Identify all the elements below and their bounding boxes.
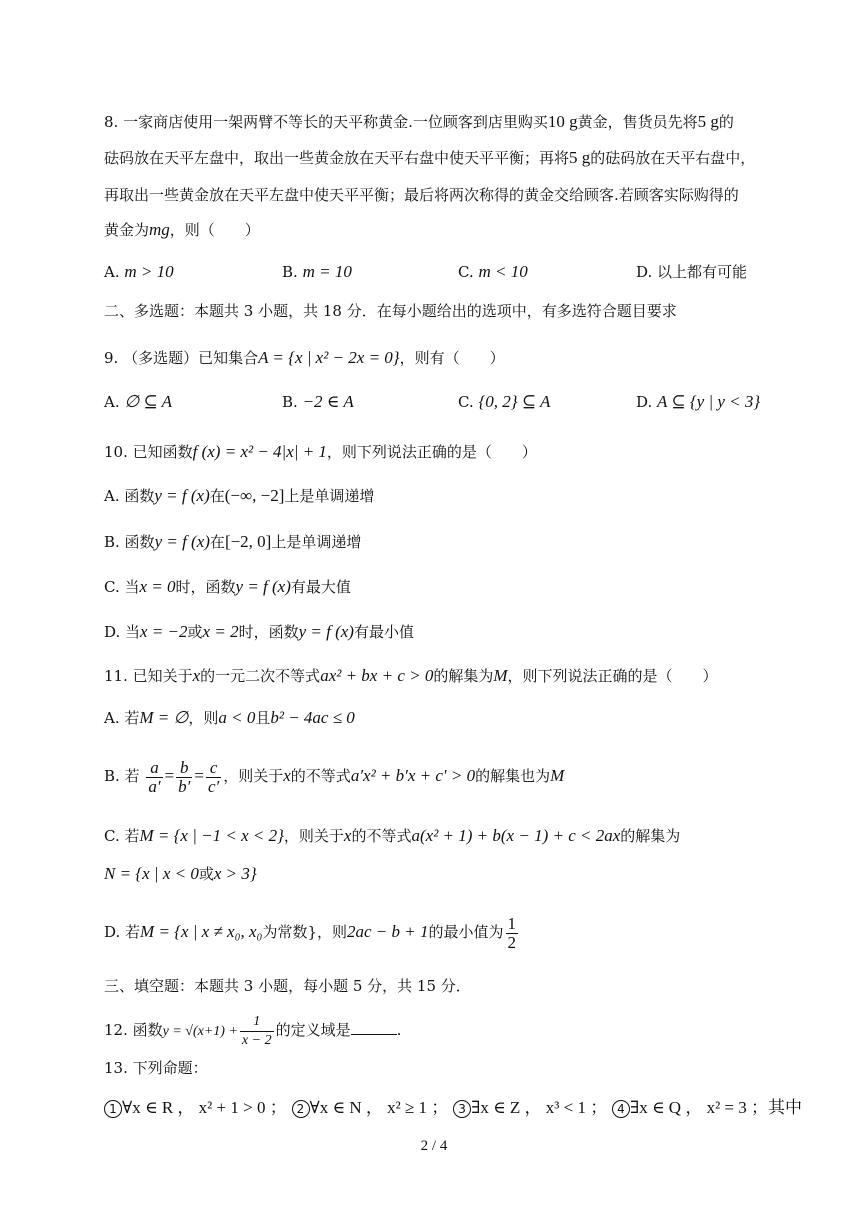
q8-option-c: C. m < 10	[458, 262, 528, 281]
circled-number: 2	[292, 1100, 310, 1118]
q10-option-d: D. 当x = −2或x = 2时，函数y = f (x)有最小值	[104, 622, 414, 641]
section-2-heading: 二、多选题：本题共 3 小题，共 18 分．在每小题给出的选项中，有多选符合题目要求	[104, 302, 677, 320]
section-3-heading: 三、填空题：本题共 3 小题，每小题 5 分，共 15 分．	[104, 977, 471, 995]
circled-number: 1	[104, 1100, 122, 1118]
q11-option-d: D. 若M = {x | x ≠ x₀, x₀为常数}，则2ac − b + 1的最小值为 $\frac{1}{2}$	[104, 913, 517, 952]
circled-number: 4	[612, 1100, 630, 1118]
q9-option-a: A. ∅ ⊆ A	[104, 392, 173, 411]
q9-option-c: C. {0, 2} ⊆ A	[458, 392, 551, 411]
q10-option-a: A. 函数y = f (x)在(−∞, −2]上是单调递增	[104, 486, 375, 505]
fraction: $\frac{a}{a'}$	[148, 757, 161, 796]
fraction: $\frac{1}{2}$	[507, 913, 517, 952]
q13-propositions: 1 ∀x ∈ R ， x² + 1 > 0 ； 2 ∀x ∈ N ， x² ≥ 1 ； 3 ∃x ∈ Z ， x³ < 1 ； 4 ∃x ∈ Q ， x² = 3 ；其中	[104, 1098, 802, 1118]
q12-stem: 12. 函数y = √(x+1) + $\frac{1}{x - 2}$ 的定义域是 .	[104, 1013, 402, 1048]
q8-option-a: A. m > 10	[104, 262, 174, 281]
q11-option-c-continued: N = {x | x < 0或x > 3}	[104, 864, 257, 883]
q8-line4: 黄金为mg，则（ ）	[104, 220, 260, 239]
q9-option-b: B. −2 ∈ A	[282, 392, 354, 411]
q10-option-c: C. 当x = 0时，函数y = f (x)有最大值	[104, 577, 351, 596]
circled-number: 3	[453, 1100, 471, 1118]
q11-option-c: C. 若M = {x | −1 < x < 2}，则关于x的不等式a(x² + 1) + b(x − 1) + c < 2ax的解集为	[104, 826, 681, 845]
q8-line2: 砝码放在天平左盘中，取出一些黄金放在天平右盘中使天平平衡；再将5 g的砝码放在天平右盘中，	[104, 148, 756, 167]
q10-stem: 10. 已知函数f (x) = x² − 4|x| + 1，则下列说法正确的是（ ）	[104, 442, 537, 461]
q11-stem: 11. 已知关于x的一元二次不等式ax² + bx + c > 0的解集为M，则下列说法正确的是（ ）	[104, 666, 718, 685]
fraction: $\frac{1}{x - 2}$	[241, 1013, 272, 1048]
q9-option-d: D. A ⊆ {y | y < 3}	[636, 392, 761, 411]
q11-option-b: B. 若 $\frac{a}{a'}$ = $\frac{b}{b'}$ = $\frac{c}{c'}$ ，则关于x的不等式a′x² + b′x + c′ > 0的解集也为M	[104, 757, 565, 796]
fraction: $\frac{b}{b'}$	[178, 757, 191, 796]
q8-line1: 8. 一家商店使用一架两臂不等长的天平称黄金.一位顾客到店里购买10 g黄金，售货员先将5 g的	[104, 112, 734, 131]
q8-option-d: D. 以上都有可能	[636, 263, 748, 281]
q8-line3: 再取出一些黄金放在天平左盘中使天平平衡；最后将两次称得的黄金交给顾客.若顾客实际购得的	[104, 186, 739, 204]
page-number: 2 / 4	[420, 1138, 448, 1154]
q9-stem: 9. （多选题）已知集合A = {x | x² − 2x = 0}，则有（ ）	[104, 348, 505, 367]
q8-option-b: B. m = 10	[282, 262, 352, 281]
q13-stem: 13. 下列命题：	[104, 1059, 208, 1077]
q10-option-b: B. 函数y = f (x)在[−2, 0]上是单调递增	[104, 532, 362, 551]
answer-blank	[351, 1034, 397, 1035]
q11-option-a: A. 若M = ∅，则a < 0且b² − 4ac ≤ 0	[104, 708, 355, 727]
fraction: $\frac{c}{c'}$	[207, 757, 220, 796]
